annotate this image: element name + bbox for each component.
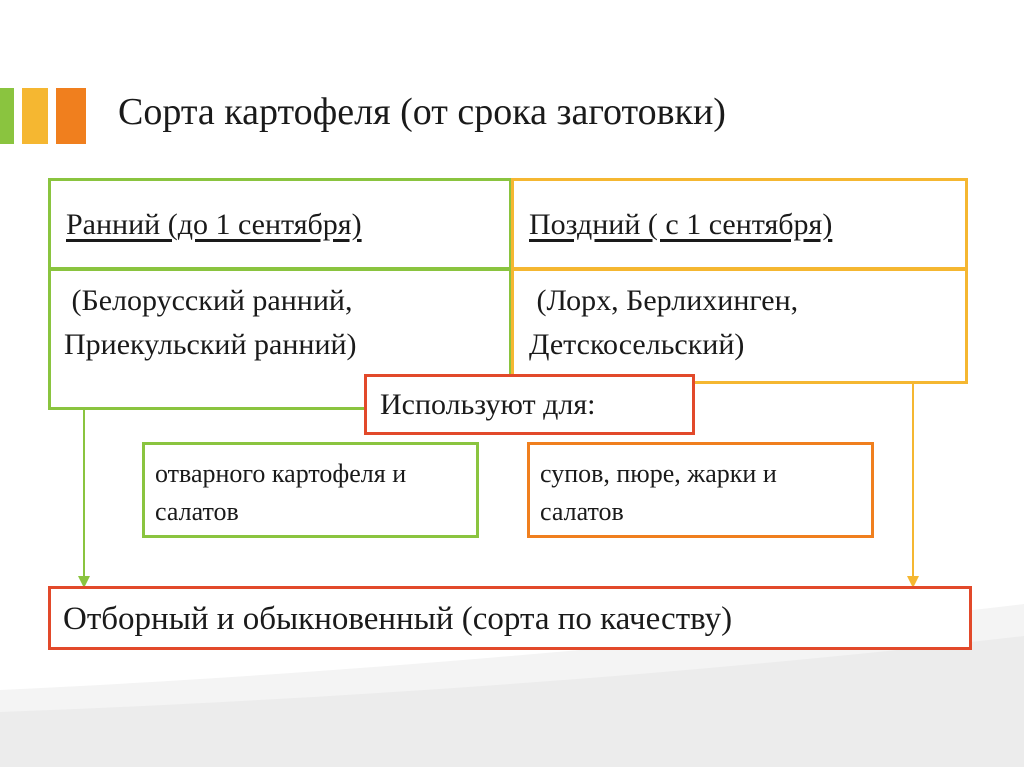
early-varieties-text	[64, 279, 357, 367]
late-use-text: супов, пюре, жарки и салатов	[540, 459, 777, 526]
used-for-label: Используют для:	[380, 388, 596, 421]
quality-box	[48, 586, 972, 650]
late-varieties-box	[511, 268, 968, 384]
quality-text: Отборный и обыкновенный (сорта по качеству)	[63, 601, 733, 637]
early-varieties-line2: Приекульский ранний)	[64, 328, 357, 361]
early-use-text: отварного картофеля и салатов	[155, 459, 407, 526]
late-varieties-line2: Детскосельский)	[529, 328, 745, 361]
late-header-box	[511, 178, 968, 270]
early-header-box	[48, 178, 512, 270]
early-use-box	[142, 442, 479, 538]
late-use-box	[527, 442, 874, 538]
early-varieties-line1: (Белорусский ранний,	[64, 284, 353, 317]
early-header: Ранний (до 1 сентября)	[66, 208, 362, 241]
late-varieties-text	[529, 279, 798, 367]
late-header: Поздний ( с 1 сентября)	[529, 208, 833, 241]
used-for-box	[364, 374, 695, 435]
late-varieties-line1: (Лорх, Берлихинген,	[529, 284, 799, 317]
slide-title: Сорта картофеля (от срока заготовки)	[118, 91, 726, 133]
